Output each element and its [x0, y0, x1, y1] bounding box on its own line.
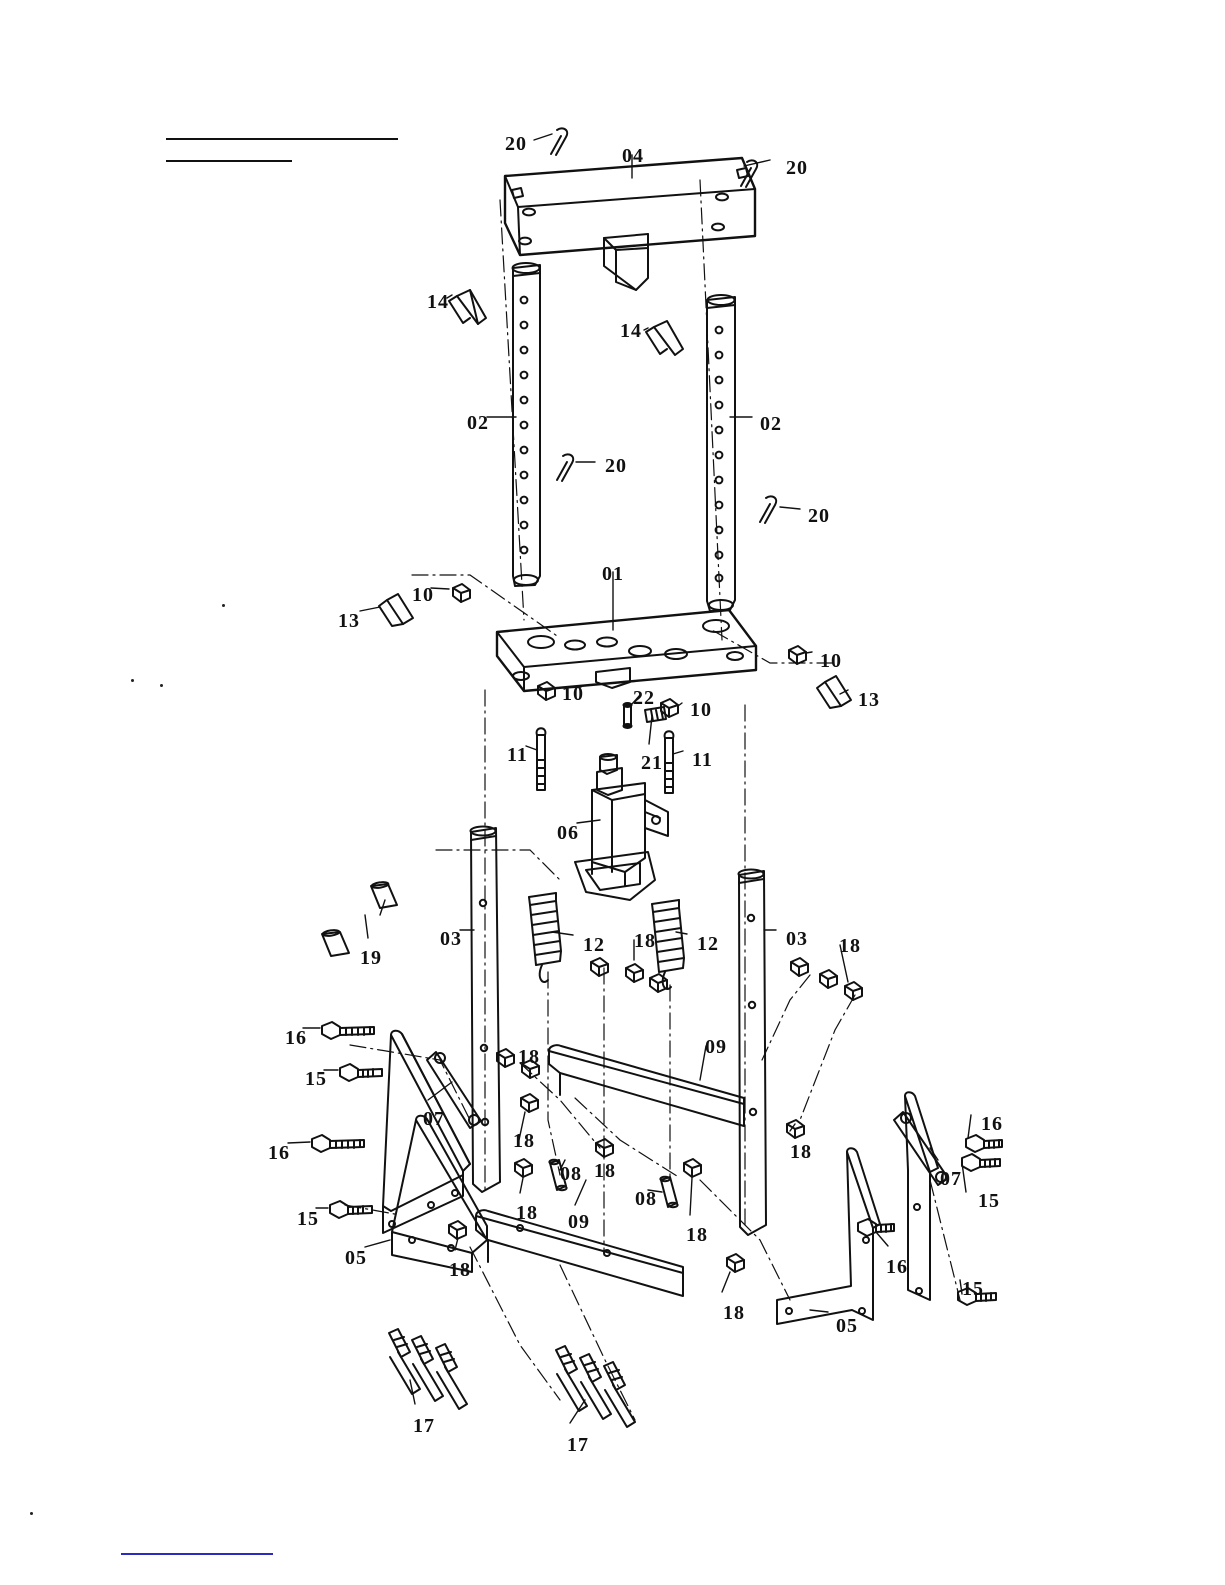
- callout-18-right-upper: 18: [839, 935, 861, 957]
- callout-18-left-upper: 18: [518, 1046, 540, 1068]
- callout-11-left: 11: [507, 744, 528, 766]
- callout-20-top-right: 20: [786, 157, 808, 179]
- part-08-bushing-right: [660, 1177, 677, 1207]
- callout-18-centre: 18: [594, 1160, 616, 1182]
- part-03-right-leg: [739, 870, 767, 1236]
- callout-05-left: 05: [345, 1247, 367, 1269]
- callout-18-foot-left: 18: [449, 1259, 471, 1281]
- callout-22: 22: [633, 687, 655, 709]
- callout-15-right-upper: 15: [978, 1190, 1000, 1212]
- callout-10-left: 10: [412, 584, 434, 606]
- callout-03-right: 03: [786, 928, 808, 950]
- callout-17-left: 17: [413, 1415, 435, 1437]
- callout-18-spring: 18: [634, 930, 656, 952]
- callout-01: 01: [602, 563, 624, 585]
- callout-18-right-mid: 18: [790, 1141, 812, 1163]
- callout-14-right: 14: [620, 320, 642, 342]
- part-19-pins: [322, 881, 397, 956]
- callout-11-right: 11: [692, 749, 713, 771]
- part-14-bolt-right: [646, 321, 683, 355]
- callout-15-left-lower: 15: [297, 1208, 319, 1230]
- callout-08-right: 08: [635, 1188, 657, 1210]
- part-17-anchor-f: [604, 1362, 635, 1427]
- callout-02-right: 02: [760, 413, 782, 435]
- part-15-bolt-a: [340, 1064, 382, 1081]
- callout-15-left-upper: 15: [305, 1068, 327, 1090]
- part-16-bolt-a: [322, 1022, 374, 1039]
- callout-08-left: 08: [560, 1163, 582, 1185]
- callout-16-right-upper: 16: [981, 1113, 1003, 1135]
- callout-18-foot-right: 18: [723, 1302, 745, 1324]
- callout-14-left: 14: [427, 291, 449, 313]
- part-11-eyebolt-left: [537, 728, 546, 790]
- part-14-bolt-left: [449, 290, 486, 324]
- part-02-left-post: [513, 263, 541, 586]
- part-20-cotter-a: [551, 128, 567, 155]
- callout-18-left-mid: 18: [513, 1130, 535, 1152]
- callout-17-right: 17: [567, 1434, 589, 1456]
- callout-19: 19: [360, 947, 382, 969]
- callout-21: 21: [641, 752, 663, 774]
- callout-20-top-left: 20: [505, 133, 527, 155]
- callout-10-centre-left: 10: [562, 683, 584, 705]
- part-12-left-spring: [529, 893, 561, 982]
- callout-04: 04: [622, 145, 644, 167]
- part-16-bolt-d: [858, 1219, 894, 1236]
- callout-06: 06: [557, 822, 579, 844]
- callout-16-left-lower: 16: [268, 1142, 290, 1164]
- part-10-nut-a: [453, 584, 470, 602]
- part-04-top-beam: [505, 158, 755, 290]
- callout-03-left: 03: [440, 928, 462, 950]
- callout-18-centre-low: 18: [686, 1224, 708, 1246]
- callout-18-left-low: 18: [516, 1202, 538, 1224]
- callout-16-left-upper: 16: [285, 1027, 307, 1049]
- callout-12-left: 12: [583, 934, 605, 956]
- callout-07-right: 07: [940, 1168, 962, 1190]
- callout-15-right-lower: 15: [962, 1278, 984, 1300]
- callout-07-left: 07: [423, 1108, 445, 1130]
- part-02-right-post: [707, 295, 735, 611]
- part-17-anchor-c: [436, 1344, 467, 1409]
- callout-20-mid-right: 20: [808, 505, 830, 527]
- part-15-bolt-b: [330, 1201, 372, 1218]
- callout-13-right: 13: [858, 689, 880, 711]
- callout-09-lower: 09: [568, 1211, 590, 1233]
- part-10-nut-b: [538, 682, 555, 700]
- callout-02-left: 02: [467, 412, 489, 434]
- callout-13-left: 13: [338, 610, 360, 632]
- part-20-cotter-d: [760, 496, 776, 523]
- callout-10-centre-right: 10: [690, 699, 712, 721]
- part-01-saddle-plate: [497, 610, 756, 691]
- part-16-bolt-b: [312, 1135, 364, 1152]
- part-05-right-foot-2: [777, 1148, 880, 1324]
- callout-12-right: 12: [697, 933, 719, 955]
- callout-16-right-lower: 16: [886, 1256, 908, 1278]
- part-17-anchor-d: [556, 1346, 587, 1411]
- part-13-bolt-right: [817, 676, 851, 708]
- callout-20-mid-left: 20: [605, 455, 627, 477]
- part-11-eyebolt-right: [665, 731, 674, 793]
- part-17-anchor-e: [580, 1354, 611, 1419]
- part-13-bolt-left: [379, 594, 413, 626]
- part-06-hydraulic-jack: [575, 754, 668, 900]
- part-15-bolt-c: [962, 1154, 1000, 1171]
- callout-10-right: 10: [820, 650, 842, 672]
- part-10-nut-d: [789, 646, 806, 664]
- callout-05-right: 05: [836, 1315, 858, 1337]
- callout-09-upper: 09: [705, 1036, 727, 1058]
- part-16-bolt-c: [966, 1135, 1002, 1152]
- part-22-pin: [624, 703, 632, 728]
- part-20-cotter-c: [557, 454, 573, 481]
